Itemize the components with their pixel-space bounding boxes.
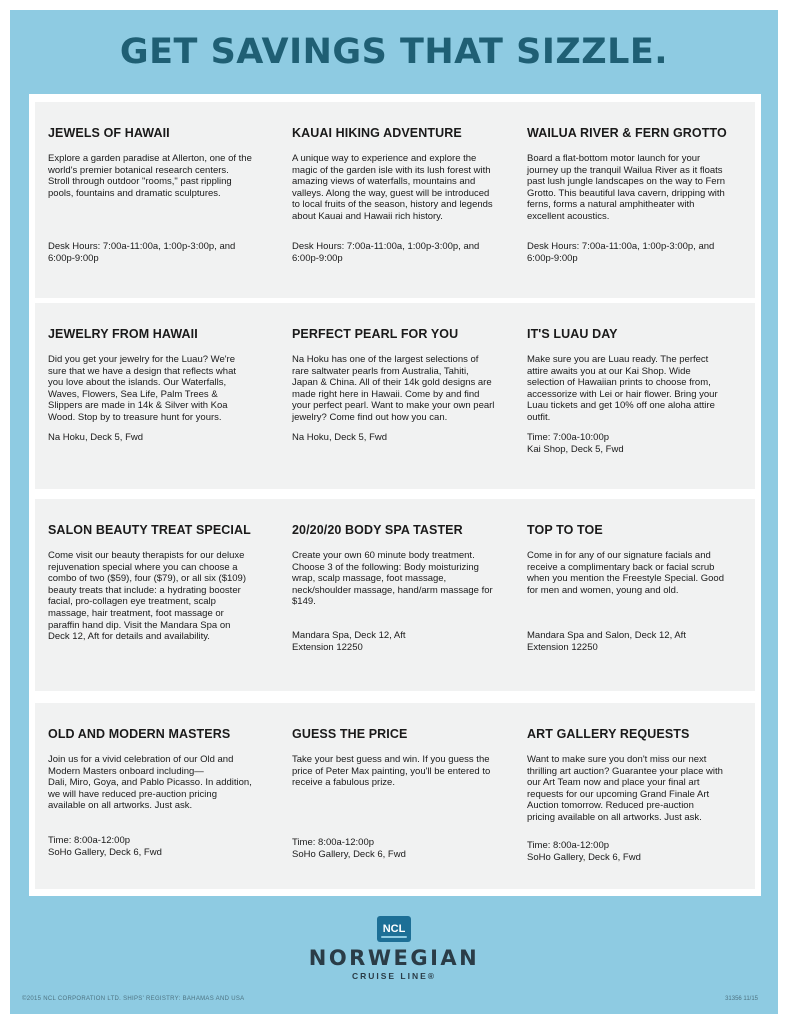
offer-title: ART GALLERY REQUESTS — [527, 727, 690, 741]
offer-title: JEWELS OF HAWAII — [48, 126, 170, 140]
offer-info: Desk Hours: 7:00a-11:00a, 1:00p-3:00p, and 6:00p-9:00p — [292, 241, 480, 264]
ncl-logo — [10, 916, 778, 981]
offer-description: Join us for a vivid celebration of our Old and Modern Masters onboard including— Dali, Miro, Goya, and Pablo Picasso. In addition, we will have reduced pre-auction pricing available on all artworks. Just ask. — [48, 754, 252, 812]
offer-title: OLD AND MODERN MASTERS — [48, 727, 231, 741]
offer-description: Na Hoku has one of the largest selections of rare saltwater pearls from Australia, Tahiti, Japan & China. All of their 14k gold designs are made right here in Hawaii. Come by and find your perfect pearl. Want to make your own pearl jewelry? Come find out how you can. — [292, 354, 495, 423]
offer-description: Explore a garden paradise at Allerton, one of the world's premier botanical research centers. Stroll through outdoor "rooms," past rippling pools, fountains and dramatic sculptures. — [48, 153, 252, 199]
offer-card-guess-the-price — [292, 703, 524, 889]
offer-card-salon-beauty-treat-special — [48, 499, 280, 691]
offer-title: WAILUA RIVER & FERN GROTTO — [527, 126, 727, 140]
offer-card-kauai-hiking-adventure — [292, 102, 524, 298]
logo-name: NORWEGIAN — [308, 946, 480, 970]
offer-title: KAUAI HIKING ADVENTURE — [292, 126, 462, 140]
offer-card-jewelry-from-hawaii — [48, 303, 280, 489]
ncl-badge-icon — [377, 916, 411, 942]
offer-info: Mandara Spa, Deck 12, Aft Extension 12250 — [292, 630, 406, 653]
offer-description: Did you get your jewelry for the Luau? We're sure that we have a design that reflects what you love about the islands. Our Waterfalls, Waves, Flowers, Sea Life, Palm Trees & Slippers are made in 14k & Silver with Koa Wood. Stop by to treasure hunt for yours. — [48, 354, 236, 423]
offer-card-art-gallery-requests — [527, 703, 759, 889]
offers-panel — [29, 94, 761, 896]
offer-info: Time: 8:00a-12:00p SoHo Gallery, Deck 6, Fwd — [527, 840, 641, 863]
offer-card-its-luau-day — [527, 303, 759, 489]
offer-title: SALON BEAUTY TREAT SPECIAL — [48, 523, 251, 537]
copyright-text: ©2015 NCL CORPORATION LTD. SHIPS' REGISTRY: BAHAMAS AND USA — [22, 996, 245, 1002]
offer-info: Time: 8:00a-12:00p SoHo Gallery, Deck 6, Fwd — [292, 837, 406, 860]
offer-card-wailua-river-fern-grotto — [527, 102, 759, 298]
offer-title: GUESS THE PRICE — [292, 727, 408, 741]
offer-description: Come in for any of our signature facials and receive a complimentary back or facial scrub when you mention the Freestyle Special. Good for men and women, young and old. — [527, 550, 724, 596]
offer-title: PERFECT PEARL FOR YOU — [292, 327, 459, 341]
offer-info: Desk Hours: 7:00a-11:00a, 1:00p-3:00p, and 6:00p-9:00p — [527, 241, 715, 264]
offer-info: Na Hoku, Deck 5, Fwd — [48, 432, 144, 443]
offers-row — [35, 303, 755, 489]
wave-icon — [381, 936, 407, 938]
offer-info: Desk Hours: 7:00a-11:00a, 1:00p-3:00p, and 6:00p-9:00p — [48, 241, 236, 264]
offer-info: Time: 8:00a-12:00p SoHo Gallery, Deck 6, Fwd — [48, 835, 162, 858]
logo-subtitle: CRUISE LINE® — [351, 971, 437, 981]
offer-description: Take your best guess and win. If you guess the price of Peter Max painting, you'll be entered to receive a fabulous prize. — [292, 754, 491, 789]
offers-row — [35, 703, 755, 889]
offer-description: Want to make sure you don't miss our next thrilling art auction? Guarantee your place with our Art Team now and place your final art requests for our upcoming Grand Finale Art Auction tomorrow. Reduced pre-auction pricing available on all artworks. Just ask. — [527, 754, 723, 823]
offer-info: Mandara Spa and Salon, Deck 12, Aft Extension 12250 — [527, 630, 686, 653]
ncl-badge-text: NCL — [382, 923, 406, 935]
offer-card-top-to-toe — [527, 499, 759, 691]
offer-info: Na Hoku, Deck 5, Fwd — [292, 432, 388, 443]
offer-description: A unique way to experience and explore the magic of the garden isle with its lush forest with amazing views of waterfalls, mountains and valleys. Along the way, guest will be introduced to local fruits of the season, history and legends about Kauai and Hawaii rich history. — [292, 153, 493, 222]
offer-title: JEWELRY FROM HAWAII — [48, 327, 198, 341]
offer-title: IT'S LUAU DAY — [527, 327, 618, 341]
offer-card-body-spa-taster — [292, 499, 524, 691]
offer-description: Create your own 60 minute body treatment. Choose 3 of the following: Body moisturizing wrap, scalp massage, foot massage, neck/shoulder massage, hand/arm massage for $149. — [292, 550, 493, 608]
offer-description: Make sure you are Luau ready. The perfect attire awaits you at our Kai Shop. Wide selection of Hawaiian prints to choose from, accessorize with Lei or hair flower. Bring your Luau tickets and get 10% off one aloha attire outfit. — [527, 354, 718, 423]
headline: GET SAVINGS THAT SIZZLE. — [119, 32, 669, 72]
offer-card-old-and-modern-masters — [48, 703, 280, 889]
document-code: 31356 11/15 — [725, 996, 758, 1002]
offer-title: 20/20/20 BODY SPA TASTER — [292, 523, 463, 537]
offer-card-jewels-of-hawaii — [48, 102, 280, 298]
offer-description: Board a flat-bottom motor launch for your journey up the tranquil Wailua River as it floats past lush jungle landscapes on the way to Fern Grotto. This beautiful lava cavern, dripping with ferns, forms a natural amphitheater with excellent acoustics. — [527, 153, 726, 222]
offer-card-perfect-pearl-for-you — [292, 303, 524, 489]
offers-row — [35, 102, 755, 298]
offers-row — [35, 499, 755, 691]
flyer-page — [10, 10, 778, 1014]
offer-info: Time: 7:00a-10:00p Kai Shop, Deck 5, Fwd — [527, 432, 624, 455]
offer-title: TOP TO TOE — [527, 523, 603, 537]
offer-description: Come visit our beauty therapists for our deluxe rejuvenation special where you can choose a combo of two ($59), four ($79), or all six ($109) beauty treats that include: a hydrating booster facial, pro-collagen eye treatment, scalp massage, hair treatment, foot massage or paraffin hand dip. Visit the Mandara Spa on Deck 12, Aft for details and availability. — [48, 550, 247, 643]
